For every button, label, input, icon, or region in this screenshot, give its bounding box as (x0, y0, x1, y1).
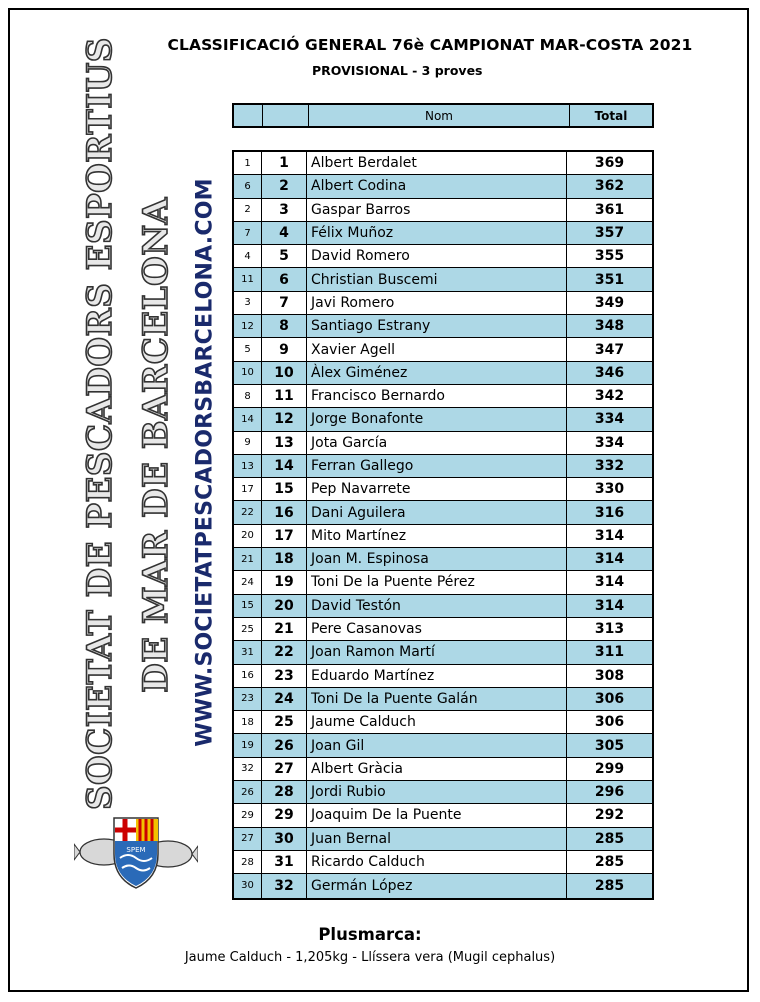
ranking-table (232, 150, 654, 900)
name-cell: Albert Gràcia (307, 758, 567, 780)
page-title: CLASSIFICACIÓ GENERAL 76è CAMPIONAT MAR-COSTA 2021 (167, 36, 693, 54)
position-cell: 22 (262, 641, 307, 663)
position-cell: 8 (262, 315, 307, 337)
seed-cell: 21 (234, 548, 262, 570)
table-row (234, 338, 652, 361)
header-total: Total (594, 108, 628, 123)
table-row (234, 571, 652, 594)
table-row (234, 315, 652, 338)
seed-cell: 16 (234, 665, 262, 687)
seed-cell: 7 (234, 222, 262, 244)
name-cell: Joaquim De la Puente (307, 804, 567, 826)
name-cell: David Testón (307, 595, 567, 617)
name-cell: Ricardo Calduch (307, 851, 567, 873)
header-position (263, 105, 309, 126)
name-cell: Pere Casanovas (307, 618, 567, 640)
seed-cell: 6 (234, 175, 262, 197)
table-row (234, 222, 652, 245)
total-cell: 330 (594, 481, 625, 498)
seed-cell: 12 (234, 315, 262, 337)
table-row (234, 152, 652, 175)
table-row (234, 478, 652, 501)
table-row (234, 199, 652, 222)
total-cell: 308 (594, 667, 625, 684)
position-cell: 31 (262, 851, 307, 873)
table-row (234, 292, 652, 315)
record-heading: Plusmarca: (318, 925, 422, 944)
name-cell: David Romero (307, 245, 567, 267)
seed-cell: 25 (234, 618, 262, 640)
total-cell: 361 (594, 201, 625, 218)
total-cell: 314 (594, 597, 625, 614)
seed-cell: 15 (234, 595, 262, 617)
table-row (234, 501, 652, 524)
table-row (234, 758, 652, 781)
total-cell: 334 (594, 411, 625, 428)
seed-cell: 32 (234, 758, 262, 780)
total-cell: 351 (594, 271, 625, 288)
table-row (234, 455, 652, 478)
club-logo (74, 808, 198, 890)
table-row (234, 548, 652, 571)
seed-cell: 23 (234, 688, 262, 710)
total-cell: 348 (594, 318, 625, 335)
name-cell: Mito Martínez (307, 525, 567, 547)
header-name: Nom (309, 105, 570, 126)
total-cell: 292 (594, 807, 625, 824)
position-cell: 20 (262, 595, 307, 617)
seed-cell: 19 (234, 734, 262, 756)
seed-cell: 5 (234, 338, 262, 360)
total-cell: 349 (594, 294, 625, 311)
table-row (234, 781, 652, 804)
seed-cell: 1 (234, 152, 262, 174)
position-cell: 2 (262, 175, 307, 197)
table-row (234, 828, 652, 851)
name-cell: Àlex Giménez (307, 362, 567, 384)
position-cell: 1 (262, 152, 307, 174)
table-row (234, 175, 652, 198)
seed-cell: 26 (234, 781, 262, 803)
record-text: Jaume Calduch - 1,205kg - Llíssera vera (Mugil cephalus) (184, 950, 556, 965)
position-cell: 13 (262, 432, 307, 454)
total-cell: 306 (594, 690, 625, 707)
seed-cell: 13 (234, 455, 262, 477)
position-cell: 10 (262, 362, 307, 384)
seed-cell: 31 (234, 641, 262, 663)
side-title-line1: SOCIETAT DE PESCADORS ESPORTIUS (80, 37, 120, 810)
seed-cell: 28 (234, 851, 262, 873)
seed-cell: 27 (234, 828, 262, 850)
name-cell: Jorge Bonafonte (307, 408, 567, 430)
total-cell: 342 (594, 388, 625, 405)
side-title-line2: DE MAR DE BARCELONA (136, 197, 176, 693)
table-row (234, 874, 652, 897)
seed-cell: 11 (234, 268, 262, 290)
name-cell: Félix Muñoz (307, 222, 567, 244)
total-cell: 285 (594, 854, 625, 871)
position-cell: 15 (262, 478, 307, 500)
position-cell: 19 (262, 571, 307, 593)
name-cell: Toni De la Puente Pérez (307, 571, 567, 593)
name-cell: Xavier Agell (307, 338, 567, 360)
table-row (234, 641, 652, 664)
position-cell: 21 (262, 618, 307, 640)
position-cell: 12 (262, 408, 307, 430)
position-cell: 27 (262, 758, 307, 780)
position-cell: 6 (262, 268, 307, 290)
position-cell: 30 (262, 828, 307, 850)
seed-cell: 22 (234, 501, 262, 523)
total-cell: 362 (594, 178, 625, 195)
seed-cell: 9 (234, 432, 262, 454)
table-row (234, 734, 652, 757)
total-cell: 311 (594, 644, 625, 661)
table-row (234, 618, 652, 641)
position-cell: 26 (262, 734, 307, 756)
seed-cell: 29 (234, 804, 262, 826)
total-cell: 285 (594, 877, 625, 894)
total-cell: 334 (594, 434, 625, 451)
table-row (234, 362, 652, 385)
position-cell: 25 (262, 711, 307, 733)
table-row (234, 665, 652, 688)
table-row (234, 595, 652, 618)
table-row (234, 268, 652, 291)
position-cell: 23 (262, 665, 307, 687)
name-cell: Joan Ramon Martí (307, 641, 567, 663)
position-cell: 29 (262, 804, 307, 826)
seed-cell: 4 (234, 245, 262, 267)
name-cell: Albert Berdalet (307, 152, 567, 174)
header-seed (234, 105, 263, 126)
position-cell: 24 (262, 688, 307, 710)
side-url: WWW.SOCIETATPESCADORSBARCELONA.COM (192, 178, 218, 747)
position-cell: 11 (262, 385, 307, 407)
total-cell: 285 (594, 830, 625, 847)
page-subtitle: PROVISIONAL - 3 proves (312, 63, 483, 78)
seed-cell: 3 (234, 292, 262, 314)
total-cell: 332 (594, 458, 625, 474)
table-row (234, 245, 652, 268)
table-row (234, 711, 652, 734)
name-cell: Eduardo Martínez (307, 665, 567, 687)
total-cell: 299 (594, 760, 625, 777)
table-row (234, 804, 652, 827)
name-cell: Ferran Gallego (307, 455, 567, 477)
total-cell: 314 (594, 574, 625, 591)
name-cell: Santiago Estrany (307, 315, 567, 337)
position-cell: 16 (262, 501, 307, 523)
name-cell: Jordi Rubio (307, 781, 567, 803)
seed-cell: 14 (234, 408, 262, 430)
name-cell: Toni De la Puente Galán (307, 688, 567, 710)
position-cell: 32 (262, 874, 307, 897)
name-cell: Albert Codina (307, 175, 567, 197)
total-cell: 357 (594, 225, 625, 242)
table-row (234, 408, 652, 431)
name-cell: Javi Romero (307, 292, 567, 314)
seed-cell: 17 (234, 478, 262, 500)
table-row (234, 688, 652, 711)
total-cell: 347 (594, 341, 625, 358)
name-cell: Jaume Calduch (307, 711, 567, 733)
total-cell: 314 (594, 527, 625, 544)
table-row (234, 385, 652, 408)
position-cell: 17 (262, 525, 307, 547)
name-cell: Christian Buscemi (307, 268, 567, 290)
name-cell: Gaspar Barros (307, 199, 567, 221)
total-cell: 346 (594, 364, 625, 381)
position-cell: 5 (262, 245, 307, 267)
name-cell: Pep Navarrete (307, 478, 567, 500)
table-header (232, 103, 654, 128)
position-cell: 28 (262, 781, 307, 803)
seed-cell: 24 (234, 571, 262, 593)
total-cell: 305 (594, 737, 625, 754)
table-row (234, 432, 652, 455)
seed-cell: 20 (234, 525, 262, 547)
name-cell: Joan M. Espinosa (307, 548, 567, 570)
total-cell: 313 (594, 621, 625, 638)
name-cell: Germán López (307, 874, 567, 897)
name-cell: Francisco Bernardo (307, 385, 567, 407)
seed-cell: 30 (234, 874, 262, 897)
svg-text:SPEM: SPEM (126, 846, 146, 854)
table-row (234, 525, 652, 548)
total-cell: 369 (594, 155, 625, 172)
seed-cell: 10 (234, 362, 262, 384)
total-cell: 316 (594, 504, 625, 521)
total-cell: 296 (594, 784, 625, 801)
position-cell: 18 (262, 548, 307, 570)
seed-cell: 2 (234, 199, 262, 221)
name-cell: Joan Gil (307, 734, 567, 756)
position-cell: 14 (262, 455, 307, 477)
total-cell: 306 (594, 714, 625, 731)
table-row (234, 851, 652, 874)
name-cell: Jota García (307, 432, 567, 454)
position-cell: 7 (262, 292, 307, 314)
position-cell: 3 (262, 199, 307, 221)
seed-cell: 18 (234, 711, 262, 733)
name-cell: Dani Aguilera (307, 501, 567, 523)
total-cell: 314 (594, 551, 625, 568)
name-cell: Juan Bernal (307, 828, 567, 850)
total-cell: 355 (594, 248, 625, 265)
position-cell: 9 (262, 338, 307, 360)
seed-cell: 8 (234, 385, 262, 407)
position-cell: 4 (262, 222, 307, 244)
